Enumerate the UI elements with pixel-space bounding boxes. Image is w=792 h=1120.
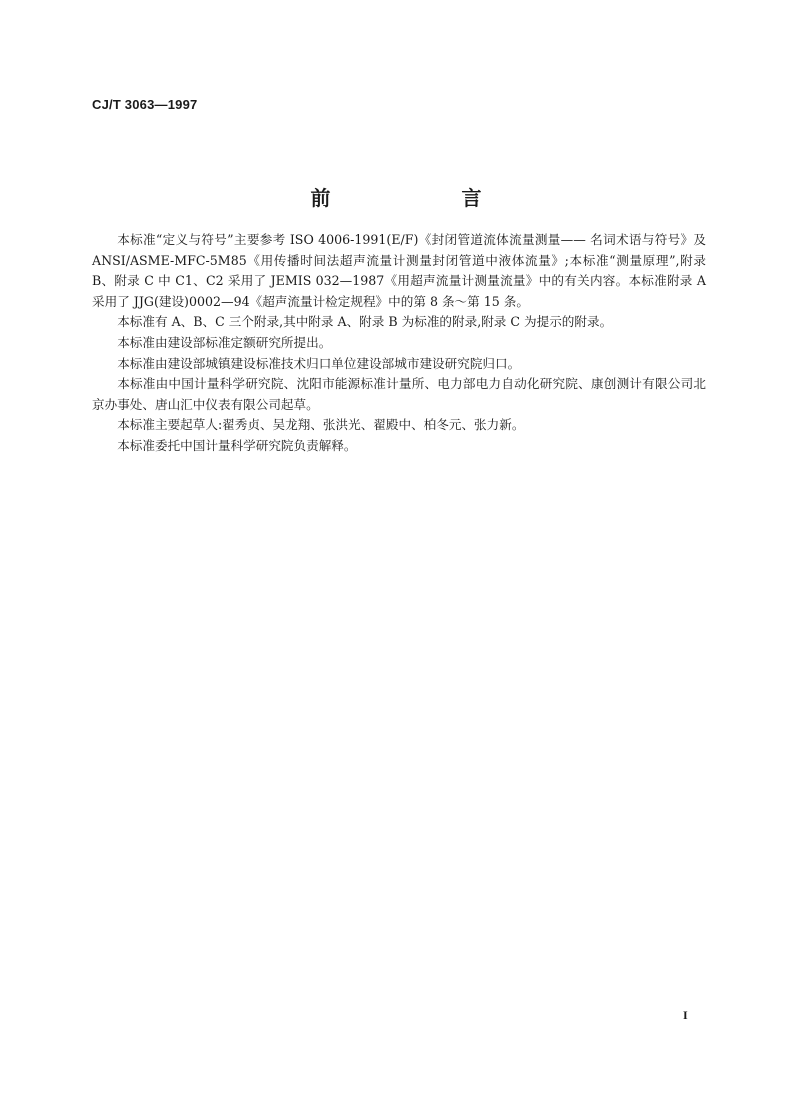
page-number: I	[683, 1008, 688, 1022]
paragraph-interpretation: 本标准委托中国计量科学研究院负责解释。	[117, 437, 357, 453]
foreword-body	[92, 230, 706, 457]
paragraph-administrator: 本标准由建设部城镇建设标准技术归口单位建设部城市建设研究院归口。	[117, 355, 521, 371]
paragraph-proposer: 本标准由建设部标准定额研究所提出。	[117, 334, 332, 350]
paragraph-drafting-units: 本标准由中国计量科学研究院、沈阳市能源标准计量所、电力部电力自动化研究院、康创测计有限公司北京办事处、唐山汇中仪表有限公司起草。	[92, 376, 706, 412]
standard-code: CJ/T 3063—1997	[92, 97, 198, 112]
page-title: 前 言	[310, 186, 544, 210]
paragraph-drafters: 本标准主要起草人:翟秀贞、吴龙翔、张洪光、翟殿中、柏冬元、张力新。	[117, 417, 525, 433]
paragraph-references: 本标准“定义与符号”主要参考 ISO 4006-1991(E/F)《封闭管道流体流量测量—— 名词术语与符号》及 ANSI/ASME-MFC-5M85《用传播时间法超声流量计测量封闭管道中液体流量》;本标准“测量原理”,附录 B、附录 C 中 C1、C2 采用了 JEMIS 032—1987《用超声流量计测量流量》中的有关内容。本标准附录 A 采用了 JJG(建设)0002—94《超声流量计检定规程》中的第 8 条～第 15 条。	[92, 232, 706, 309]
paragraph-appendices: 本标准有 A、B、C 三个附录,其中附录 A、附录 B 为标准的附录,附录 C 为提示的附录。	[117, 314, 613, 330]
